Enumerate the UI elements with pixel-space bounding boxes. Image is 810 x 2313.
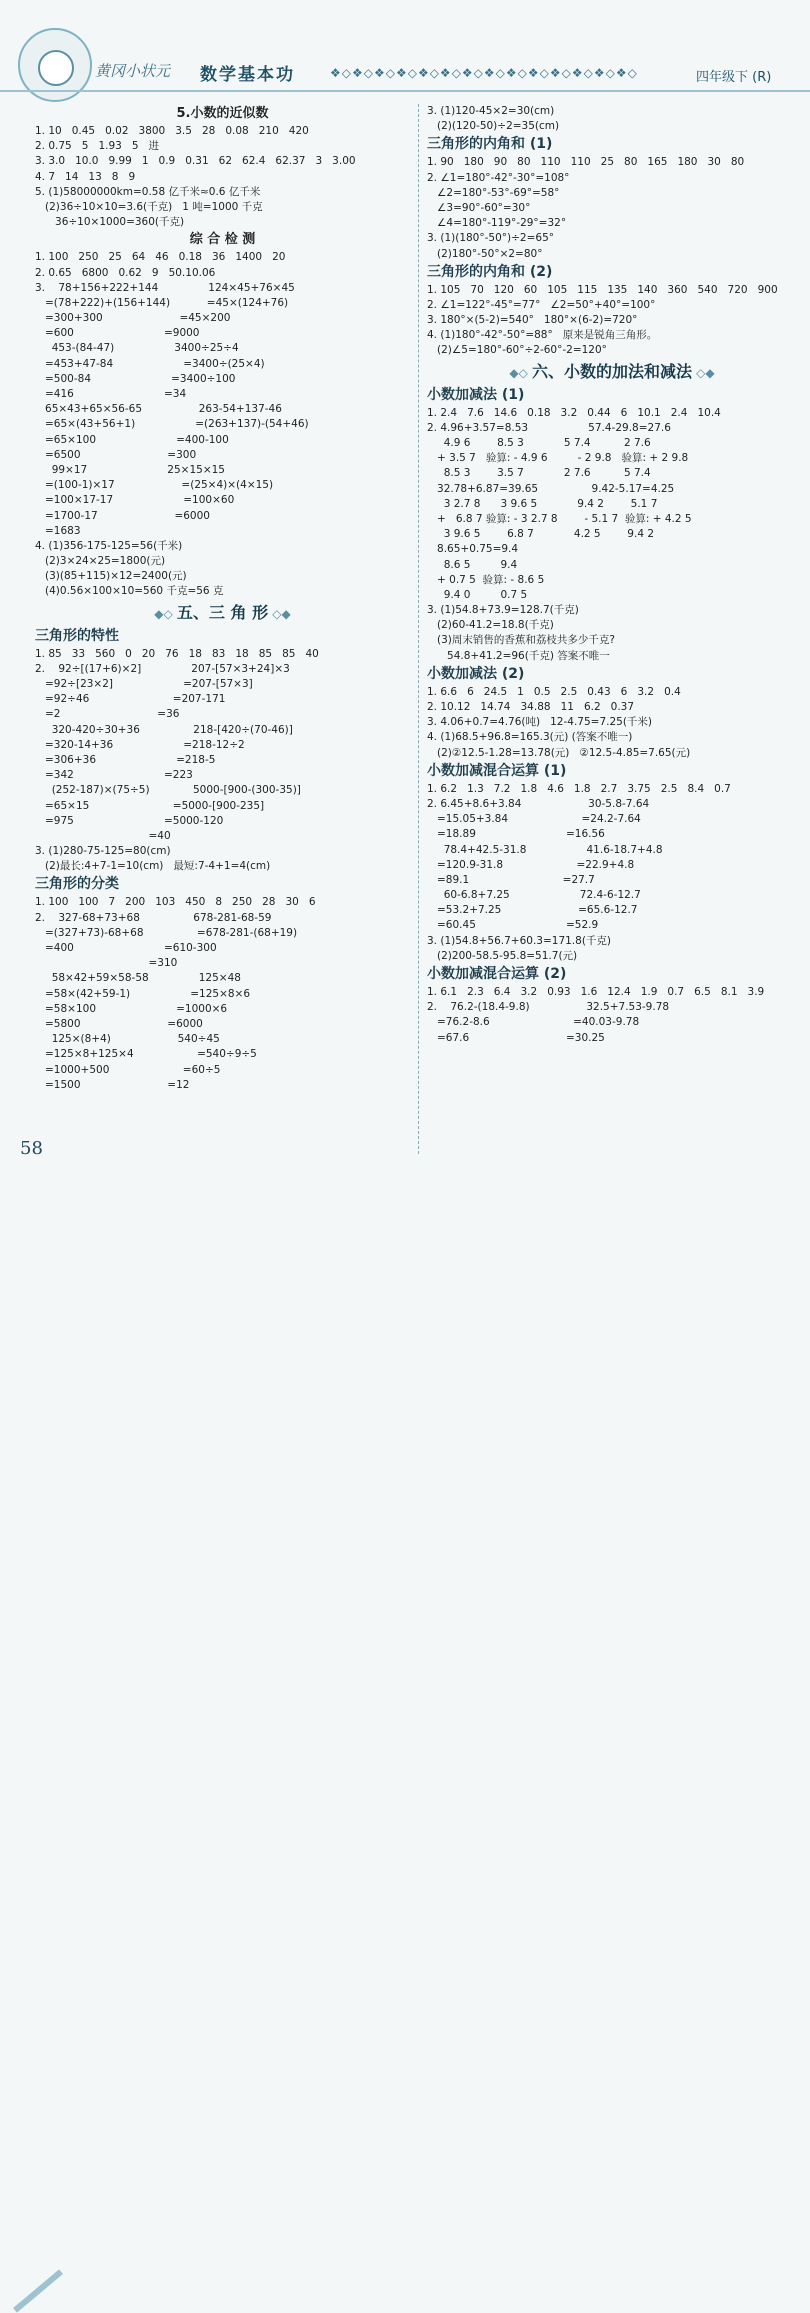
chapter-banner-text: 六、小数的加法和减法 bbox=[531, 361, 692, 381]
answer-line: 2. ∠1=122°-45°=77° ∠2=50°+40°=100° bbox=[427, 298, 656, 311]
answer-line: 2. 0.75 5 1.93 5 进 bbox=[35, 140, 160, 153]
answer-line: 36÷10×1000=360(千克) bbox=[35, 216, 185, 229]
answer-line: 58×42+59×58-58 125×48 bbox=[35, 972, 241, 985]
answer-line: 2. 76.2-(18.4-9.8) 32.5+7.53-9.78 bbox=[427, 1001, 670, 1014]
answer-line: =975 =5000-120 bbox=[35, 814, 224, 827]
pencil-icon bbox=[13, 2269, 63, 2312]
chapter-banner-text: 五、三 角 形 bbox=[176, 602, 269, 622]
answer-line: 2. 0.65 6800 0.62 9 50.10.06 bbox=[35, 266, 216, 279]
answer-line: 8.5 3 3.5 7 2 7.6 5 7.4 bbox=[427, 467, 651, 480]
answer-line: 1. 90 180 90 80 110 110 25 80 165 180 30 80 bbox=[427, 156, 745, 169]
answer-line: ∠2=180°-53°-69°=58° bbox=[427, 186, 560, 199]
answer-line: 1. 105 70 120 60 105 115 135 140 360 540 720 900 bbox=[427, 283, 778, 296]
answer-line: 8.65+0.75=9.4 bbox=[427, 543, 519, 556]
answer-line: + 6.8 7 验算: - 3 2.7 8 - 5.1 7 验算: + 4.2 5 bbox=[427, 512, 692, 525]
answer-line: 3. 3.0 10.0 9.99 1 0.9 0.31 62 62.4 62.37 3 3.00 bbox=[35, 155, 356, 168]
answer-line: =15.05+3.84 =24.2-7.64 bbox=[427, 813, 641, 826]
answer-line: =65×(43+56+1) =(263+137)-(54+46) bbox=[35, 418, 309, 431]
answer-line: 9.4 0 0.7 5 bbox=[427, 588, 528, 601]
answer-line: 3. (1)(180°-50°)÷2=65° bbox=[427, 232, 554, 245]
answer-line: 1. 2.4 7.6 14.6 0.18 3.2 0.44 6 10.1 2.4 10.4 bbox=[427, 406, 721, 419]
answer-line: =120.9-31.8 =22.9+4.8 bbox=[427, 858, 635, 871]
answer-line: (2)最长:4+7-1=10(cm) 最短:7-4+1=4(cm) bbox=[35, 860, 271, 873]
answer-line: (3)(85+115)×12=2400(元) bbox=[35, 570, 187, 583]
answer-line: =58×100 =1000×6 bbox=[35, 1002, 228, 1015]
answer-line: 1. 85 33 560 0 20 76 18 83 18 85 85 40 bbox=[35, 647, 319, 660]
answer-line: =1683 bbox=[35, 524, 81, 537]
answer-line: (2)3×24×25=1800(元) bbox=[35, 555, 166, 568]
subsection-title: 三角形的特性 bbox=[35, 627, 119, 644]
answer-line: (2)(120-50)÷2=35(cm) bbox=[427, 120, 560, 133]
answer-line: =500-84 =3400÷100 bbox=[35, 372, 236, 385]
answer-line: (2)60-41.2=18.8(千克) bbox=[427, 619, 554, 632]
answer-line: 1. 100 250 25 64 46 0.18 36 1400 20 bbox=[35, 251, 286, 264]
answer-line: 2. 327-68+73+68 678-281-68-59 bbox=[35, 911, 272, 924]
answer-line: 4. 7 14 13 8 9 bbox=[35, 170, 136, 183]
diamond-icon: ◇◆ bbox=[268, 606, 291, 621]
column-divider bbox=[418, 104, 419, 1154]
answer-line: 3. (1)54.8+56.7+60.3=171.8(千克) bbox=[427, 934, 612, 947]
header-rule bbox=[0, 90, 810, 92]
left-column bbox=[35, 104, 410, 1093]
answer-line: =(100-1)×17 =(25×4)×(4×15) bbox=[35, 479, 274, 492]
answer-line: =65×15 =5000-[900-235] bbox=[35, 799, 265, 812]
subsection-title: 三角形的内角和 (1) bbox=[427, 136, 553, 153]
answer-line: =453+47-84 =3400÷(25×4) bbox=[35, 357, 265, 370]
grade-label: 四年级下 (R) bbox=[696, 70, 772, 85]
answer-line: 3 2.7 8 3 9.6 5 9.4 2 5.1 7 bbox=[427, 497, 658, 510]
answer-line: =2 =36 bbox=[35, 708, 180, 721]
page-header bbox=[0, 0, 810, 100]
answer-line: =1500 =12 bbox=[35, 1078, 190, 1091]
answer-line: 2. ∠1=180°-42°-30°=108° bbox=[427, 171, 570, 184]
answer-line: (2)36÷10×10=3.6(千克) 1 吨=1000 千克 bbox=[35, 200, 263, 213]
answer-line: =306+36 =218-5 bbox=[35, 753, 216, 766]
answer-line: 32.78+6.87=39.65 9.42-5.17=4.25 bbox=[427, 482, 675, 495]
answer-line: 99×17 25×15×15 bbox=[35, 463, 225, 476]
answer-line: =320-14+36 =218-12÷2 bbox=[35, 738, 245, 751]
chapter-banner bbox=[35, 600, 410, 626]
answer-line: =342 =223 bbox=[35, 769, 193, 782]
answer-line: 320-420÷30+36 218-[420÷(70-46)] bbox=[35, 723, 293, 736]
answer-line: 54.8+41.2=96(千克) 答案不唯一 bbox=[427, 649, 610, 662]
answer-line: =40 bbox=[35, 829, 171, 842]
answer-line: (252-187)×(75÷5) 5000-[900-(300-35)] bbox=[35, 784, 301, 797]
answer-line: ∠3=90°-60°=30° bbox=[427, 201, 531, 214]
subsection-title: 小数加减混合运算 (2) bbox=[427, 966, 567, 982]
answer-line: 1. 100 100 7 200 103 450 8 250 28 30 6 bbox=[35, 896, 316, 909]
answer-line: (2)180°-50°×2=80° bbox=[427, 247, 543, 260]
answer-line: =89.1 =27.7 bbox=[427, 873, 595, 886]
answer-line: (2)200-58.5-95.8=51.7(元) bbox=[427, 949, 578, 962]
answer-line: =60.45 =52.9 bbox=[427, 919, 599, 932]
answer-line: 4.9 6 8.5 3 5 7.4 2 7.6 bbox=[427, 437, 651, 449]
answer-line: =(327+73)-68+68 =678-281-(68+19) bbox=[35, 926, 298, 939]
answer-line: =92÷46 =207-171 bbox=[35, 693, 226, 706]
answer-line: 2. 4.96+3.57=8.53 57.4-29.8=27.6 bbox=[427, 421, 671, 434]
answer-line: 3. 180°×(5-2)=540° 180°×(6-2)=720° bbox=[427, 314, 638, 327]
answer-line: =6500 =300 bbox=[35, 448, 197, 461]
answer-line: 4. (1)68.5+96.8=165.3(元) (答案不唯一) bbox=[427, 731, 633, 744]
answer-line: =18.89 =16.56 bbox=[427, 828, 605, 841]
answer-line: + 0.7 5 验算: - 8.6 5 bbox=[427, 573, 545, 586]
answer-line: =100×17-17 =100×60 bbox=[35, 494, 235, 507]
answer-line: 1. 6.2 1.3 7.2 1.8 4.6 1.8 2.7 3.75 2.5 8.4 0.7 bbox=[427, 782, 731, 795]
answer-line: 78.4+42.5-31.8 41.6-18.7+4.8 bbox=[427, 843, 663, 856]
answer-line: 3. (1)54.8+73.9=128.7(千克) bbox=[427, 604, 579, 617]
answer-line: =92÷[23×2] =207-[57×3] bbox=[35, 678, 253, 690]
answer-line: =600 =9000 bbox=[35, 327, 200, 340]
subsection-title: 三角形的内角和 (2) bbox=[427, 263, 553, 280]
answer-line: (2)②12.5-1.28=13.78(元) ②12.5-4.85=7.65(元) bbox=[427, 746, 691, 759]
chapter-banner bbox=[427, 359, 797, 385]
subsection-title: 小数加减混合运算 (1) bbox=[427, 762, 567, 779]
answer-line: 453-(84-47) 3400÷25÷4 bbox=[35, 342, 239, 355]
answer-line: 3. (1)120-45×2=30(cm) bbox=[427, 105, 555, 117]
section-title: 综 合 检 测 bbox=[189, 232, 256, 248]
answer-line: (4)0.56×100×10=560 千克=56 克 bbox=[35, 585, 224, 598]
subsection-title: 三角形的分类 bbox=[35, 876, 119, 893]
answer-line: 8.6 5 9.4 bbox=[427, 558, 518, 571]
answer-line: 5. (1)58000000km=0.58 亿千米≈0.6 亿千米 bbox=[35, 185, 261, 198]
answer-line: 1. 10 0.45 0.02 3800 3.5 28 0.08 210 420 bbox=[35, 125, 309, 137]
subsection-title: 小数加减法 (1) bbox=[427, 386, 525, 403]
answer-line: 3 9.6 5 6.8 7 4.2 5 9.4 2 bbox=[427, 528, 655, 541]
answer-line: 65×43+65×56-65 263-54+137-46 bbox=[35, 403, 282, 416]
answer-line: =400 =610-300 bbox=[35, 942, 217, 954]
header-title: 数学基本功 bbox=[200, 65, 295, 85]
answer-line: 2. 10.12 14.74 34.88 11 6.2 0.37 bbox=[427, 701, 635, 713]
answer-line: =125×8+125×4 =540÷9÷5 bbox=[35, 1048, 257, 1061]
page-number: 58 bbox=[20, 1138, 43, 1159]
answer-line: =53.2+7.25 =65.6-12.7 bbox=[427, 904, 638, 917]
answer-line: 125×(8+4) 540÷45 bbox=[35, 1033, 220, 1046]
answer-line: 3. 4.06+0.7=4.76(吨) 12-4.75=7.25(千米) bbox=[427, 716, 653, 729]
answer-line: 4. (1)356-175-125=56(千米) bbox=[35, 539, 183, 552]
header-ornament: ❖◇❖◇❖◇❖◇❖◇❖◇❖◇❖◇❖◇❖◇❖◇❖◇❖◇❖◇ bbox=[330, 66, 638, 80]
brand-name: 黄冈小状元 bbox=[95, 62, 171, 80]
answer-line: (3)周末销售的香蕉和荔枝共多少千克? bbox=[427, 634, 615, 647]
subsection-title: 小数加减法 (2) bbox=[427, 665, 525, 682]
answer-line: 60-6.8+7.25 72.4-6-12.7 bbox=[427, 889, 641, 902]
answer-line: =67.6 =30.25 bbox=[427, 1031, 605, 1044]
section-title: 5.小数的近似数 bbox=[176, 106, 269, 121]
answer-line: + 3.5 7 验算: - 4.9 6 - 2 9.8 验算: + 2 9.8 bbox=[427, 452, 689, 465]
right-column bbox=[427, 104, 797, 1046]
diamond-icon: ◆◇ bbox=[509, 365, 532, 380]
answer-line: =1700-17 =6000 bbox=[35, 509, 210, 522]
answer-line: 3. 78+156+222+144 124×45+76×45 bbox=[35, 281, 295, 294]
answer-line: 1. 6.1 2.3 6.4 3.2 0.93 1.6 12.4 1.9 0.7 6.5 8.1 3.9 bbox=[427, 986, 765, 998]
answer-line: =310 bbox=[35, 957, 178, 970]
answer-line: =76.2-8.6 =40.03-9.78 bbox=[427, 1016, 640, 1029]
answer-line: ∠4=180°-119°-29°=32° bbox=[427, 217, 567, 230]
answer-line: =300+300 =45×200 bbox=[35, 312, 231, 325]
answer-line: =5800 =6000 bbox=[35, 1017, 203, 1030]
answer-line: 2. 6.45+8.6+3.84 30-5.8-7.64 bbox=[427, 797, 650, 810]
answer-line: 2. 92÷[(17+6)×2] 207-[57×3+24]×3 bbox=[35, 662, 290, 675]
answer-line: =416 =34 bbox=[35, 388, 187, 400]
diamond-icon: ◇◆ bbox=[692, 365, 715, 380]
diamond-icon: ◆◇ bbox=[154, 606, 177, 621]
answer-line: =58×(42+59-1) =125×8×6 bbox=[35, 987, 251, 1000]
answer-line: =65×100 =400-100 bbox=[35, 433, 229, 446]
answer-line: 3. (1)280-75-125=80(cm) bbox=[35, 845, 171, 858]
answer-line: 4. (1)180°-42°-50°=88° 原来是锐角三角形。 bbox=[427, 329, 658, 342]
answer-line: =(78+222)+(156+144) =45×(124+76) bbox=[35, 296, 289, 309]
answer-line: 1. 6.6 6 24.5 1 0.5 2.5 0.43 6 3.2 0.4 bbox=[427, 685, 681, 698]
answer-line: =1000+500 =60÷5 bbox=[35, 1063, 221, 1076]
answer-line: (2)∠5=180°-60°÷2-60°-2=120° bbox=[427, 344, 607, 357]
